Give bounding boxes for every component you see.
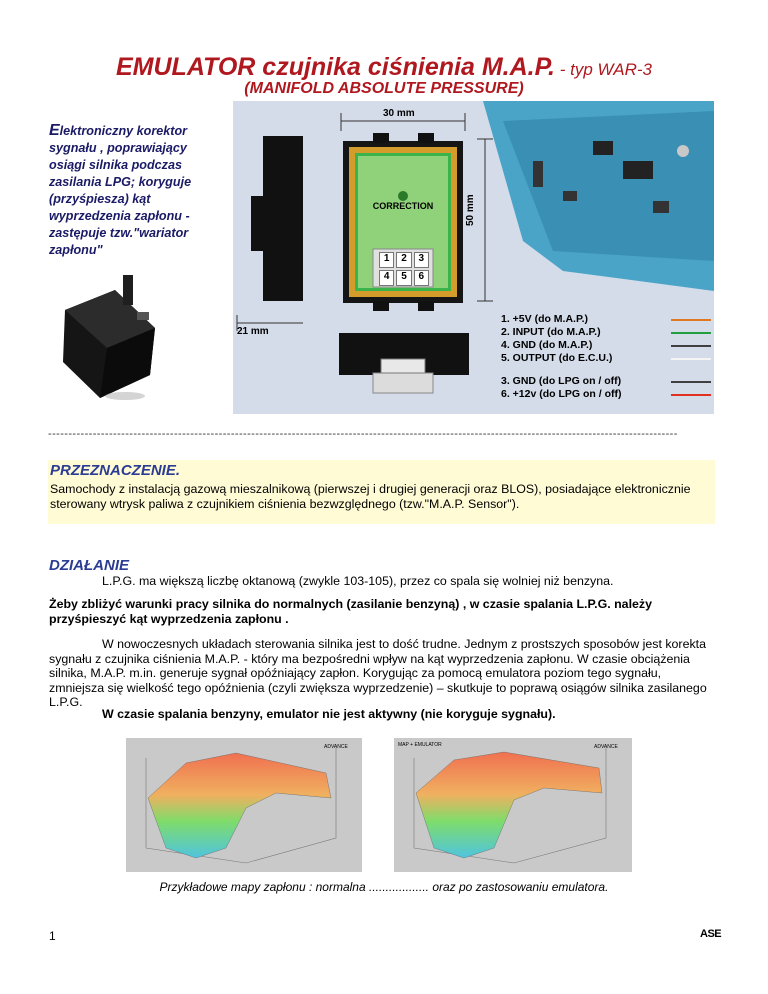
board-label: CORRECTION — [372, 201, 434, 211]
device-photo — [55, 270, 165, 400]
legend-row: 3. GND (do LPG on / off) — [501, 375, 711, 388]
pin-legend — [501, 313, 711, 401]
action-p4: W czasie spalania benzyny, emulator nie jest aktywny (nie koryguje sygnału). — [102, 707, 556, 721]
depth-dimension: 21 mm — [237, 326, 269, 337]
wire-swatch — [671, 381, 711, 383]
pin-3: 3 — [414, 252, 429, 268]
wire-swatch — [671, 332, 711, 334]
pins-top-row — [379, 252, 429, 268]
map-emulator-label: ADVANCE — [594, 744, 618, 750]
map-normal-surface — [126, 738, 362, 872]
map-normal — [126, 738, 362, 872]
wire-swatch — [671, 394, 711, 396]
pins-bottom-row — [379, 270, 429, 286]
legend-row: 6. +12v (do LPG on / off) — [501, 388, 711, 401]
action-p3: W nowoczesnych układach sterowania silnika jest to dość trudne. Jednym z prostszych sposobów jest korekta sygnału z czujnika ciśnienia M.A.P. - który ma bezpośredni wpływ na kąt wyprzedzenia zapłonu. W czasie obciążenia silnika, M.A.P. m.in. generuje sygnał opóźniający zapłon. Korygując za pomocą emulatora poziom tego sygnału, zmniejsza się wielkość tego opóźnienia (czyli zwiększa wyprzedzenie) – skutkuje to poprawą osiągów silnika zasilanego L.P.G. — [49, 637, 707, 709]
map-normal-label: ADVANCE — [324, 744, 348, 750]
pin-5: 5 — [396, 270, 411, 286]
height-dimension: 50 mm — [465, 194, 476, 226]
pin-6: 6 — [414, 270, 429, 286]
action-heading: DZIAŁANIE — [49, 557, 129, 574]
wire-swatch — [671, 358, 711, 360]
map-emulator — [394, 738, 632, 872]
purpose-section — [48, 460, 715, 524]
legend-row: 1. +5V (do M.A.P.) — [501, 313, 711, 326]
wire-swatch — [671, 319, 711, 321]
pin-2: 2 — [396, 252, 411, 268]
pin-1: 1 — [379, 252, 394, 268]
title-type: - typ WAR-3 — [555, 60, 652, 79]
legend-row: 4. GND (do M.A.P.) — [501, 339, 711, 352]
pin-4: 4 — [379, 270, 394, 286]
purpose-heading: PRZEZNACZENIE. — [50, 462, 181, 479]
intro-text — [49, 122, 209, 259]
map-emulator-title: MAP + EMULATOR — [398, 742, 442, 748]
legend-row: 5. OUTPUT (do E.C.U.) — [501, 352, 711, 365]
action-p1: L.P.G. ma większą liczbę oktanową (zwykle 103-105), przez co spala się wolniej niż benzyna. — [102, 574, 614, 588]
map-emulator-surface — [394, 738, 632, 872]
pin-connector — [379, 252, 429, 286]
diagram-photo — [233, 101, 714, 414]
brand-mark: ASE — [700, 928, 722, 940]
intro-body: lektroniczny korektor sygnału , poprawiający osiągi silnika podczas zasilania LPG; koryguje (przyśpiesza) kąt wyprzedzenia zapłonu - zastępuje tzw."wariator zapłonu" — [49, 124, 192, 257]
purpose-text: Samochody z instalacją gazową mieszalnikową (pierwszej i drugiej generacji oraz BLOS), posiadające elektronicznie sterowany wtrysk paliwa z czujnikiem ciśnienia bezwzględnego (tzw."M.A.P. Sensor"). — [50, 482, 691, 511]
maps-caption: Przykładowe mapy zapłonu : normalna .................. oraz po zastosowaniu emulatora. — [159, 880, 609, 894]
action-p2: Żeby zbliżyć warunki pracy silnika do normalnych (zasilanie benzyną) , w czasie spalania L.P.G. należy przyśpieszyć kąt wyprzedzenia zapłonu . — [49, 597, 652, 626]
width-dimension: 30 mm — [383, 108, 415, 119]
separator-line: ----------------------------------------------------------------------------------------------------------------------------------------------------------- — [48, 428, 678, 440]
intro-first-letter: E — [49, 122, 60, 139]
title-main: EMULATOR czujnika ciśnienia M.A.P. — [116, 53, 555, 81]
wire-swatch — [671, 345, 711, 347]
page-number: 1 — [49, 929, 56, 943]
legend-row: 2. INPUT (do M.A.P.) — [501, 326, 711, 339]
page-subtitle: (MANIFOLD ABSOLUTE PRESSURE) — [244, 80, 524, 97]
